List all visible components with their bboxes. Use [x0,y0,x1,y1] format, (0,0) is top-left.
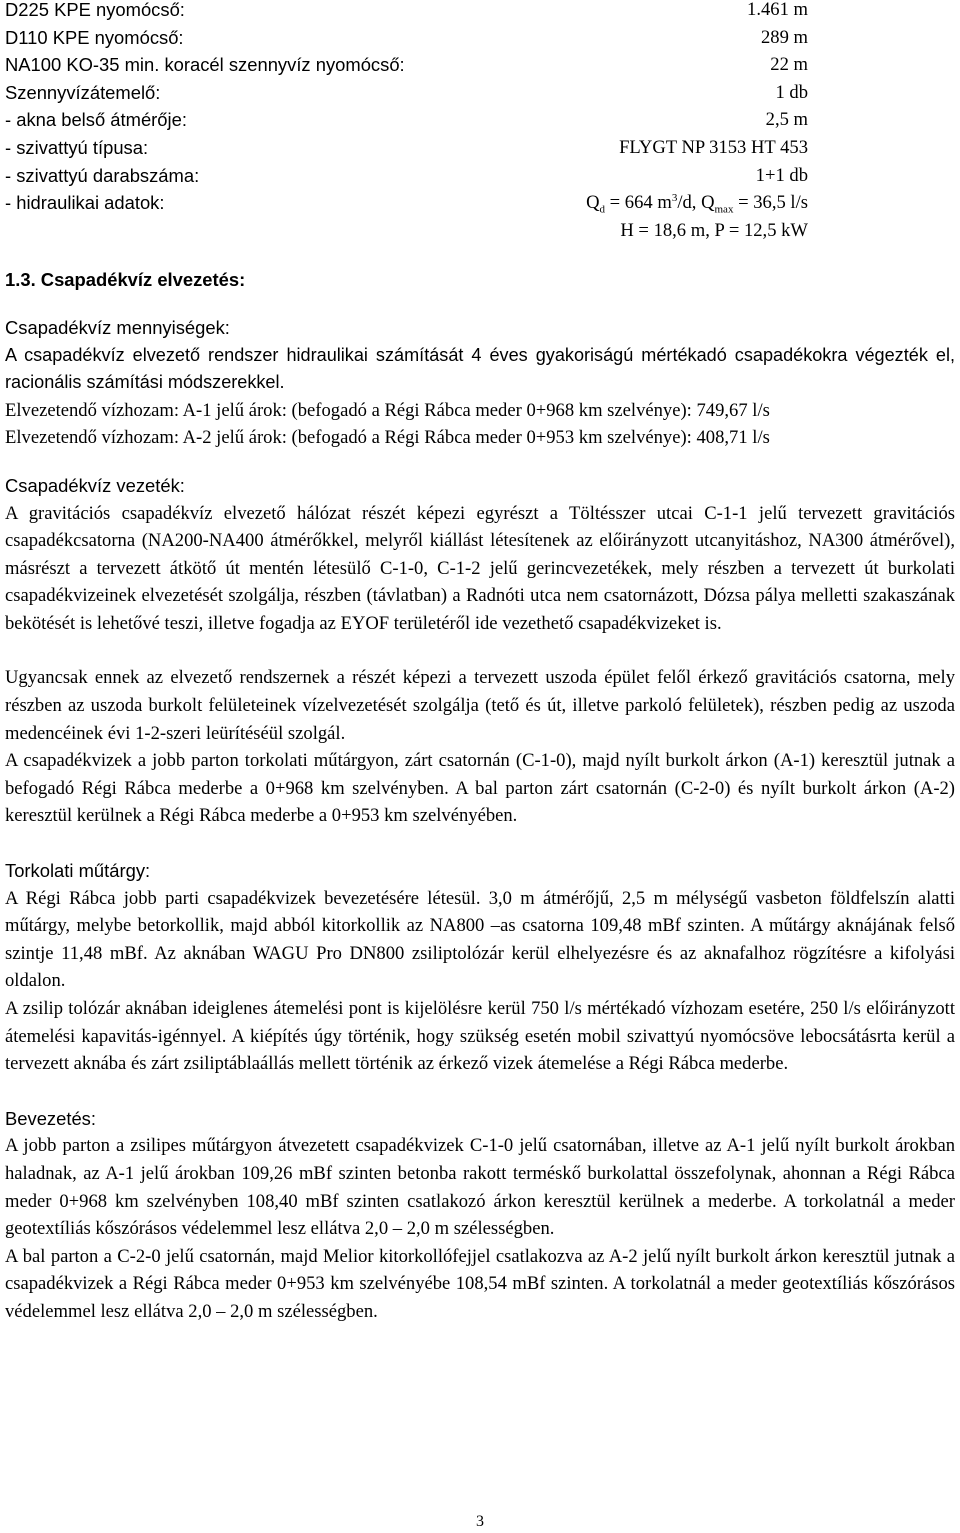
subsection-title-torkolati: Torkolati műtárgy: [5,860,151,882]
spec-value: 1 db [775,81,808,103]
paragraph-torkolati-1: A Régi Rábca jobb parti csapadékvizek bevezetésére létesül. 3,0 m átmérőjű, 2,5 m mélységű vasbeton földfelszín alatti műtárgy, melybe betorkollik, majd abból kitorkollik az NA800 –as csatorna 109,48 mBf szinten. A műtárgy aknájának felső szintje 11,48 mBf. Az aknában WAGU Pro DN800 zsiliptolózár kerül elhelyezésre és az aknafalhoz rögzítésre a kifolyási oldalon. [5,887,955,992]
paragraph-vezetek-2: Ugyancsak ennek az elvezető rendszernek a részét képezi a tervezett uszoda épület felől érkező gravitációs csatorna, mely részben az uszoda burkolt felületeinek vízelvezetését szolgálja (tető és út, illetve parkoló felületek), részben pedig az uszoda medencéinek évi 1-2-szeri leürítéséül szolgál. [5,667,955,744]
spec-row [5,24,808,52]
q-d-subscript: d [599,203,606,216]
spec-label: - szivattyú típusa: [5,136,149,158]
spec-value: 2,5 m [765,109,808,131]
flow-line-a2: Elvezetendő vízhozam: A-2 jelű árok: (befogadó a Régi Rábca meder 0+953 km szelvénye): 408,71 l/s [5,427,770,449]
paragraph-mennyisegek: A csapadékvíz elvezető rendszer hidraulikai számítását 4 éves gyakoriságú mértékadó csapadékokra végezték el, racionális számítási módszerekkel. [5,344,955,393]
spec-row [5,0,808,24]
subsection-title-bevezetes: Bevezetés: [5,1107,96,1129]
q-max-subscript: max [714,203,734,216]
hydraulic-formula [586,189,808,217]
subsection-title-vezetek: Csapadékvíz vezeték: [5,474,185,496]
subsection-title-mennyisegek: Csapadékvíz mennyiségek: [5,316,230,338]
spec-list [5,0,808,244]
q-d-value: = 664 m [605,192,672,214]
hydraulic-row [5,189,808,217]
hydraulic-row-2 [5,217,808,245]
q-max-value: = 36,5 l/s [733,192,808,214]
spec-row [5,51,808,79]
spec-value: FLYGT NP 3153 HT 453 [619,136,808,158]
paragraph-bevezetes-1: A jobb parton a zsilipes műtárgyon átvezetett csapadékvizek C-1-0 jelű csatornában, illetve az A-1 jelű nyílt burkolt árokban haladnak, az A-1 jelű árokban 109,26 mBf szinten betonba rakott terméskő burkolattal összefolynak, ahonnan a Régi Rábca meder 0+968 km szelvényben 108,40 mBf szinten csatlakozó árkon keresztül kerülnek a mederbe. A torkolatnál a meder geotextíliás kőszórásos védelemmel lesz ellátva 2,0 – 2,0 m szélességben. [5,1135,955,1240]
spec-label: - szivattyú darabszáma: [5,164,200,186]
spec-row [5,162,808,190]
spec-row [5,134,808,162]
document-page [5,0,955,1326]
hydraulic-head-power: H = 18,6 m, P = 12,5 kW [620,219,808,241]
spec-value: 1+1 db [755,164,808,186]
spec-label: Szennyvízátemelő: [5,81,161,103]
section-heading: 1.3. Csapadékvíz elvezetés: [5,269,246,291]
spec-label: D110 KPE nyomócső: [5,26,184,48]
spec-value: 22 m [770,54,808,76]
paragraph-vezetek-3: A csapadékvizek a jobb parton torkolati műtárgyon, zárt csatornán (C-1-0), majd nyílt burkolt árkon (A-1) keresztül jutnak a befogadó Régi Rábca mederbe a 0+968 km szelvényben. A bal parton zárt csatornán (C-2-0) és nyílt burkolt árkon (A-2) keresztül kerülnek a Régi Rábca mederbe a 0+953 km szelvényében. [5,750,955,827]
paragraph-torkolati-2: A zsilip tolózár aknában ideiglenes átemelési pont is kijelölésre kerül 750 l/s mértékadó vízhozam esetére, 250 l/s előirányzott átemelési kapavitás-igénnyel. A kiépítés úgy történik, hogy szükség esetén mobil szivattyú nyomócsöve lebocsátásrta kerül a tervezett aknába és zárt zsiliptáblaállás mellett történik az érkező vizek átemelése a Régi Rábca mederbe. [5,998,955,1075]
q-d-unit: /d, Q [677,192,715,214]
spec-row [5,79,808,107]
spec-label: - hidraulikai adatok: [5,192,165,214]
spec-label: D225 KPE nyomócső: [5,0,185,20]
cubic-superscript: 3 [671,191,678,204]
spec-label: NA100 KO-35 min. koracél szennyvíz nyomócső: [5,54,405,76]
spec-value: 1.461 m [747,0,808,20]
paragraph-bevezetes-2: A bal parton a C-2-0 jelű csatornán, majd Melior kitorkollófejjel csatlakozva az A-2 jelű nyílt burkolt árkon keresztül jutnak a csapadékvizek a Régi Rábca meder 0+953 km szelvényébe 108,54 mBf szinten. A torkolatnál a meder geotextíliás kőszórásos védelemmel lesz ellátva 2,0 – 2,0 m szélességben. [5,1245,955,1322]
flow-line-a1: Elvezetendő vízhozam: A-1 jelű árok: (befogadó a Régi Rábca meder 0+968 km szelvénye): 749,67 l/s [5,399,770,421]
page-number: 3 [476,1513,484,1530]
paragraph-vezetek-1: A gravitációs csapadékvíz elvezető hálózat részét képezi egyrészt a Töltésszer utcai C-1-1 jelű tervezett gravitációs csapadékcsatorna (NA200-NA400 átmérőkkel, melyről kiállást létesítenek az előirányzott utcanyitáshoz, NA300 átmérővel), másrészt a tervezett átkötő út mentén létesülő C-1-0, C-1-2 jelű gerincvezetékek, mely részben a tervezett út burkolati csapadékvizeinek elvezetését szolgálja, részben (távlatban) a Radnóti utca nem csatornázott, Dózsa pálya melletti szakaszának bekötését is lehetővé teszi, illetve fogadja az EYOF területéről ide vezethető csapadékvizeket is. [5,502,955,634]
spec-value: 289 m [760,26,808,48]
spec-label: - akna belső átmérője: [5,109,187,131]
q-symbol: Q [586,192,600,214]
spec-row [5,106,808,134]
